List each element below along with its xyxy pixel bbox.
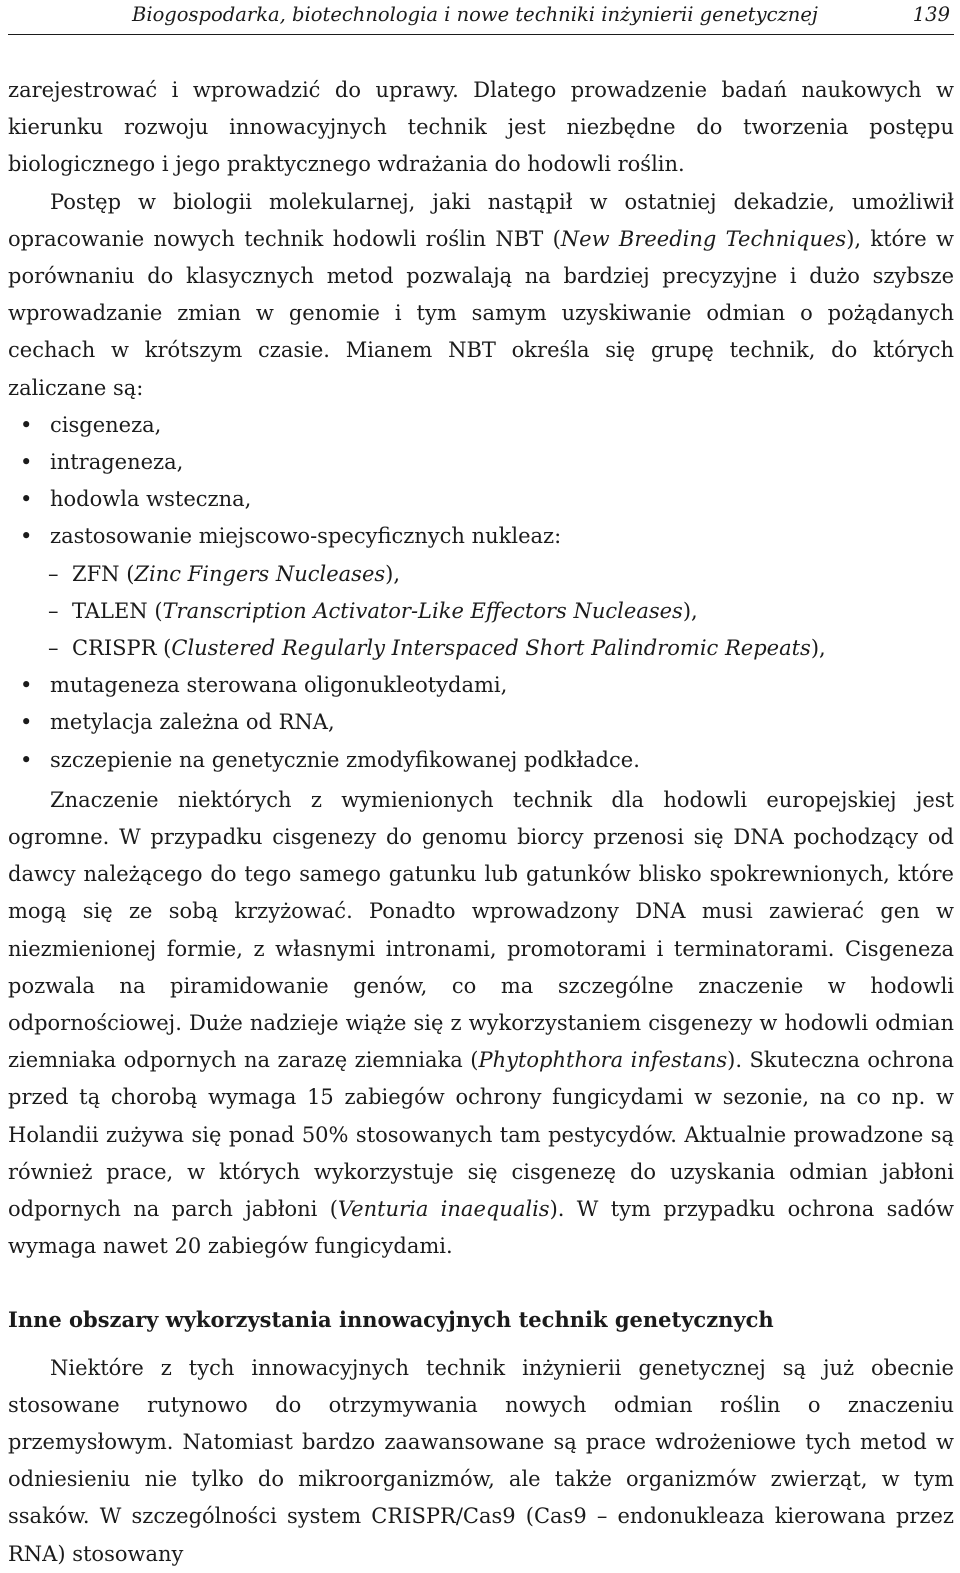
bullet-marker: • xyxy=(20,710,33,735)
sublist-item: – ZFN (Zinc Fingers Nucleases), xyxy=(8,556,954,593)
dash-marker: – xyxy=(48,561,59,586)
paragraph-2-text-a: Postęp w biologii molekularnej, jaki nastąpił w ostatniej dekadzie, umożliwił opracowanie nowych technik hodowli roślin NBT ( xyxy=(8,189,954,251)
species-name: Phytophthora infestans xyxy=(478,1048,728,1073)
running-header xyxy=(8,0,954,35)
bullet-marker: • xyxy=(20,487,33,512)
list-item: • mutageneza sterowana oligonukleotydami, xyxy=(8,667,954,704)
page-number: 139 xyxy=(912,3,950,26)
bullet-marker: • xyxy=(20,450,33,475)
body-text xyxy=(8,72,954,1573)
nbt-technique-list xyxy=(8,407,954,556)
dash-marker: – xyxy=(48,598,59,623)
paragraph-3: Znaczenie niektórych z wymienionych technik dla hodowli europejskiej jest ogromne. W przypadku cisgenezy do genomu biorcy przenosi się DNA pochodzący od dawcy należącego do tego samego gatunku lub gatunków blisko spokrewnionych, które mogą się ze sobą krzyżować. Ponadto wprowadzony DNA musi zawierać gen w niezmienionej formie, z własnymi intronami, promotorami i terminatorami. Cisgeneza pozwala na piramidowanie genów, co ma szczególne znaczenie w hodowli odpornościowej. Duże nadzieje wiąże się z wykorzystaniem cisgenezy w hodowli odmian ziemniaka odpornych na zarazę ziemniaka (Phytophthora infestans). Skuteczna ochrona przed tą chorobą wymaga 15 zabiegów ochrony fungicydami w sezonie, na co np. w Holandii zużywa się ponad 50% stosowanych tam pestycydów. Aktualnie prowadzone są również prace, w których wykorzystuje się cisgenezę do uzyskania odmian jabłoni odpornych na parch jabłoni (Venturia inaequalis). W tym przypadku ochrona sadów wymaga nawet 20 zabiegów fungicydami. xyxy=(8,787,955,1259)
list-item: • intrageneza, xyxy=(8,444,954,481)
bullet-marker: • xyxy=(20,747,33,772)
nbt-term: New Breeding Techniques xyxy=(560,226,847,251)
paragraph-2-text-b: ), które w porównaniu do klasycznych metod pozwalają na bardziej precyzyjne i dużo szybsze wprowadzanie zmian w genomie i tym samym uzyskiwanie odmian o pożądanych cechach w krótszym czasie. Mianem NBT określa się grupę technik, do których zaliczane są: xyxy=(8,226,954,400)
list-item: • hodowla wsteczna, xyxy=(8,481,954,518)
bullet-marker: • xyxy=(20,673,33,698)
sublist-item: – TALEN (Transcription Activator-Like Effectors Nucleases), xyxy=(8,593,954,630)
paragraph-4: Niektóre z tych innowacyjnych technik inżynierii genetycznej są już obecnie stosowane rutynowo do otrzymywania nowych odmian roślin o znaczeniu przemysłowym. Natomiast bardzo zaawansowane są prace wdrożeniowe tych metod w odniesieniu nie tylko do mikroorganizmów, ale także organizmów zwierząt, w tym ssaków. W szczególności system CRISPR/Cas9 (Cas9 – endonukleaza kierowana przez RNA) stosowany xyxy=(8,1355,954,1566)
paragraph-1: zarejestrować i wprowadzić do uprawy. Dlatego prowadzenie badań naukowych w kierunku rozwoju innowacyjnych technik jest niezbędne do tworzenia postępu biologicznego i jego praktycznego wdrażania do hodowli roślin. xyxy=(8,78,954,177)
sublist-item: – CRISPR (Clustered Regularly Interspaced Short Palindromic Repeats), xyxy=(8,630,954,667)
dash-marker: – xyxy=(48,636,59,661)
nbt-technique-list-continued xyxy=(8,667,954,779)
list-item: • szczepienie na genetycznie zmodyfikowanej podkładce. xyxy=(8,742,954,779)
list-item: • cisgeneza, xyxy=(8,407,954,444)
paragraph-2 xyxy=(8,184,954,407)
running-title: Biogospodarka, biotechnologia i nowe techniki inżynierii genetycznej xyxy=(132,3,818,26)
list-item: • metylacja zależna od RNA, xyxy=(8,704,954,741)
section-heading: Inne obszary wykorzystania innowacyjnych technik genetycznych xyxy=(8,1306,774,1332)
bullet-marker: • xyxy=(20,412,33,437)
species-name: Venturia inaequalis xyxy=(337,1197,550,1222)
book-page xyxy=(8,0,955,1566)
nuclease-sublist xyxy=(8,556,954,668)
bullet-marker: • xyxy=(20,524,33,549)
list-item: • zastosowanie miejscowo-specyficznych nukleaz: xyxy=(8,518,954,555)
